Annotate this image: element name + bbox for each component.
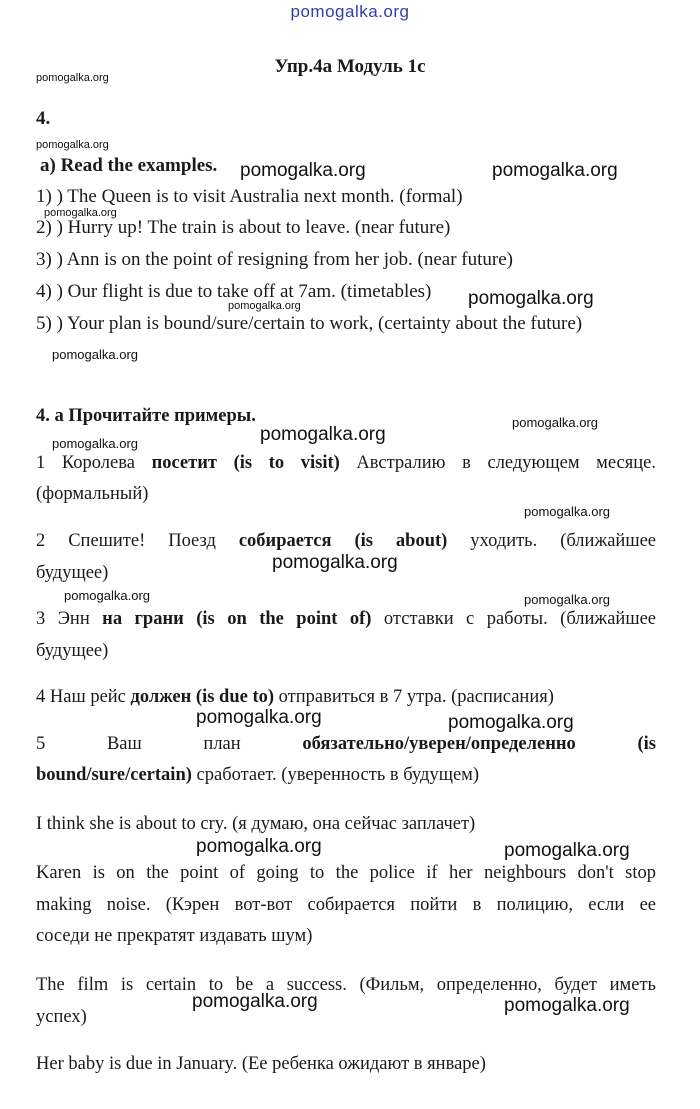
word: Ваш <box>106 734 142 754</box>
watermark: pomogalka.org <box>228 300 301 312</box>
watermark: pomogalka.org <box>504 995 630 1016</box>
extra-example-cont: успех) <box>36 1007 87 1027</box>
watermark: pomogalka.org <box>272 552 398 573</box>
page-title: Упр.4а Модуль 1с <box>274 56 426 77</box>
translation-item <box>36 734 656 755</box>
watermark: pomogalka.org <box>260 424 386 445</box>
watermark: pomogalka.org <box>512 415 598 430</box>
translation-item-cont: будущее) <box>36 641 109 661</box>
extra-example: The film is certain to be a success. (Фильм, определенно, будет иметь <box>36 975 656 995</box>
section-heading-ru: 4. а Прочитайте примеры. <box>36 406 256 426</box>
example-item-en: 3) ) Ann is on the point of resigning from her job. (near future) <box>36 249 513 270</box>
section-heading-en: a) Read the examples. <box>40 155 218 176</box>
watermark: pomogalka.org <box>240 160 366 181</box>
word: план <box>203 734 241 754</box>
translation-item: 3 Энн на грани (is on the point of) отставки с работы. (ближайшее <box>36 609 656 629</box>
watermark: pomogalka.org <box>524 504 610 519</box>
watermark: pomogalka.org <box>192 991 318 1012</box>
example-item-en: 1) ) The Queen is to visit Australia next month. (formal) <box>36 186 463 207</box>
extra-example: Karen is on the point of going to the police if her neighbours don't stop <box>36 863 656 883</box>
translation-item: 4 Наш рейс должен (is due to) отправиться в 7 утра. (расписания) <box>36 687 554 707</box>
watermark: pomogalka.org <box>524 592 610 607</box>
watermark: pomogalka.org <box>196 836 322 857</box>
item-number: 5 <box>36 734 46 754</box>
watermark: pomogalka.org <box>196 707 322 728</box>
translation-item: 2 Спешите! Поезд собирается (is about) уходить. (ближайшее <box>36 531 657 551</box>
example-item-en: 2) ) Hurry up! The train is about to leave. (near future) <box>36 217 451 238</box>
bold-phrase: обязательно/уверен/определенно <box>302 734 576 754</box>
watermark: pomogalka.org <box>44 207 117 219</box>
translation-item-cont: bound/sure/certain) сработает. (уверенность в будущем) <box>36 765 480 785</box>
extra-example-cont: соседи не прекратят издавать шум) <box>36 926 313 946</box>
watermark: pomogalka.org <box>36 72 109 84</box>
translation-item-cont: будущее) <box>36 563 109 583</box>
watermark: pomogalka.org <box>468 288 594 309</box>
extra-example: I think she is about to cry. (я думаю, она сейчас заплачет) <box>36 814 476 834</box>
watermark: pomogalka.org <box>52 347 138 362</box>
watermark: pomogalka.org <box>504 840 630 861</box>
watermark: pomogalka.org <box>52 436 138 451</box>
watermark: pomogalka.org <box>36 139 109 151</box>
extra-example: Her baby is due in January. (Ее ребенка ожидают в январе) <box>36 1054 486 1074</box>
extra-example-cont: making noise. (Кэрен вот-вот собирается пойти в полицию, если ее <box>36 895 656 915</box>
example-item-en: 4) ) Our flight is due to take off at 7am. (timetables) <box>36 281 432 302</box>
translation-item-cont: (формальный) <box>36 484 149 504</box>
translation-item: 1 Королева посетит (is to visit) Австралию в следующем месяце. <box>36 453 656 473</box>
bold-phrase: (is <box>637 734 656 754</box>
watermark: pomogalka.org <box>448 712 574 733</box>
watermark: pomogalka.org <box>492 160 618 181</box>
exercise-number: 4. <box>36 108 51 129</box>
top-watermark[interactable]: pomogalka.org <box>290 2 410 21</box>
watermark: pomogalka.org <box>64 588 150 603</box>
example-item-en: 5) ) Your plan is bound/sure/certain to work, (certainty about the future) <box>36 313 583 334</box>
